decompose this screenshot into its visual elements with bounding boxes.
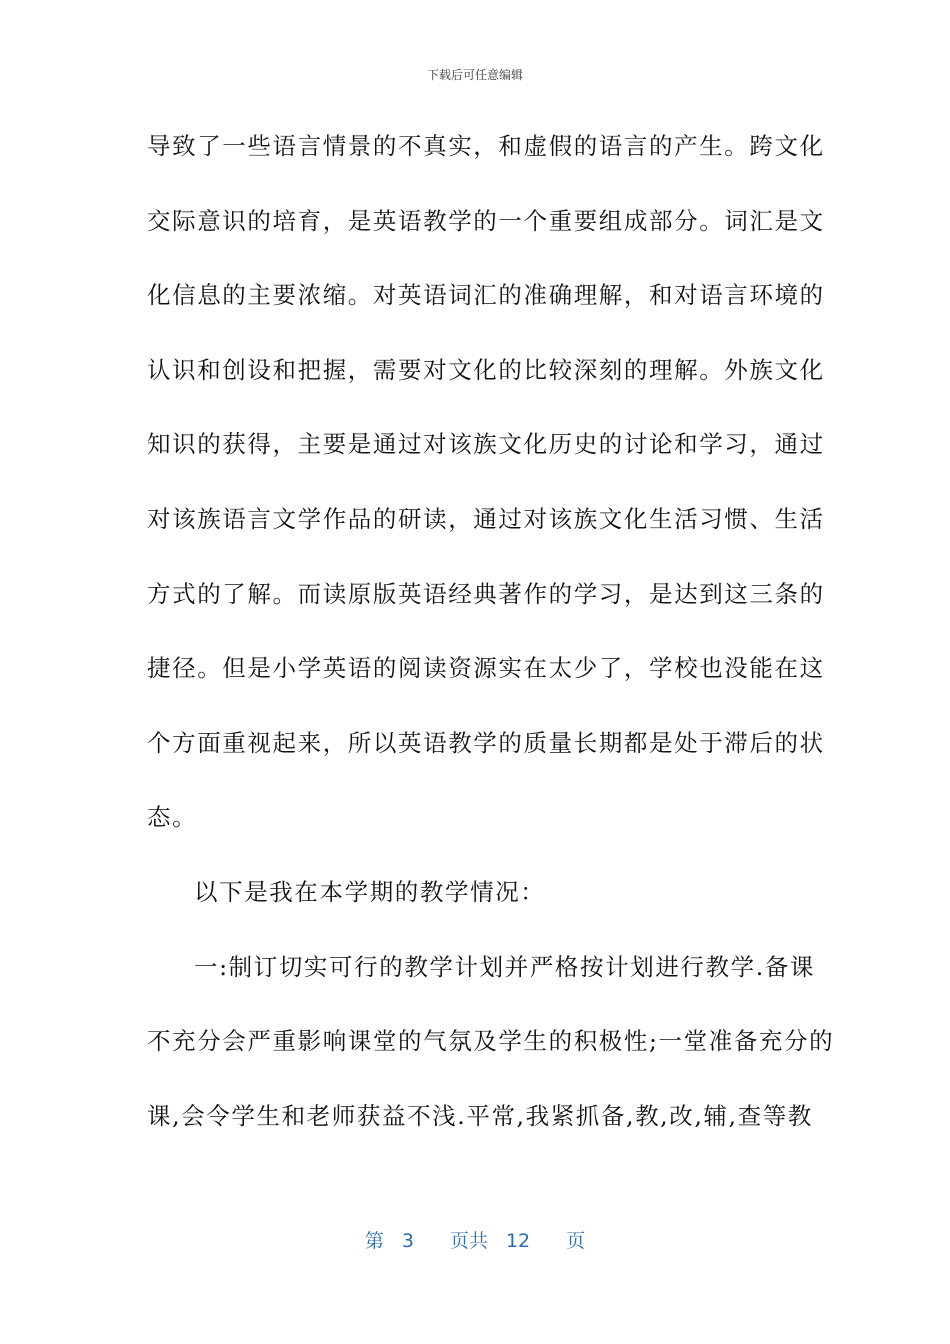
body-line: 不充分会严重影响课堂的气氛及学生的积极性;一堂准备充分的 xyxy=(147,1027,835,1056)
page-footer xyxy=(0,1226,950,1253)
footer-prefix: 第 xyxy=(364,1230,384,1252)
body-line: 态。 xyxy=(147,803,198,832)
body-line: 认识和创设和把握，需要对文化的比较深刻的理解。外族文化 xyxy=(147,355,825,384)
body-line: 捷径。但是小学英语的阅读资源实在太少了，学校也没能在这 xyxy=(147,654,825,683)
body-line: 方式的了解。而读原版英语经典著作的学习，是达到这三条的 xyxy=(147,579,825,608)
paragraph-section-one-line: 一:制订切实可行的教学计划并严格按计划进行教学.备课 xyxy=(194,952,815,981)
body-line: 个方面重视起来，所以英语教学的质量长期都是处于滞后的状 xyxy=(147,728,825,757)
body-line: 课,会令学生和老师获益不浅.平常,我紧抓备,教,改,辅,查等教 xyxy=(147,1101,813,1130)
footer-suffix: 页 xyxy=(566,1230,586,1252)
body-line: 交际意识的培育，是英语教学的一个重要组成部分。词汇是文 xyxy=(147,206,825,235)
paragraph-intro-line: 以下是我在本学期的教学情况： xyxy=(194,877,546,906)
footer-total-pages: 12 xyxy=(505,1230,531,1252)
body-line: 对该族语言文学作品的研读，通过对该族文化生活习惯、生活 xyxy=(147,504,825,533)
body-line: 知识的获得，主要是通过对该族文化历史的讨论和学习，通过 xyxy=(147,430,825,459)
body-line: 化信息的主要浓缩。对英语词汇的准确理解，和对语言环境的 xyxy=(147,281,825,310)
body-line: 导致了一些语言情景的不真实，和虚假的语言的产生。跨文化 xyxy=(147,132,825,160)
footer-middle: 页共 xyxy=(449,1230,488,1252)
page-header: 下载后可任意编辑 xyxy=(426,68,523,82)
footer-page-number: 3 xyxy=(401,1230,414,1252)
document-body xyxy=(147,128,835,1172)
